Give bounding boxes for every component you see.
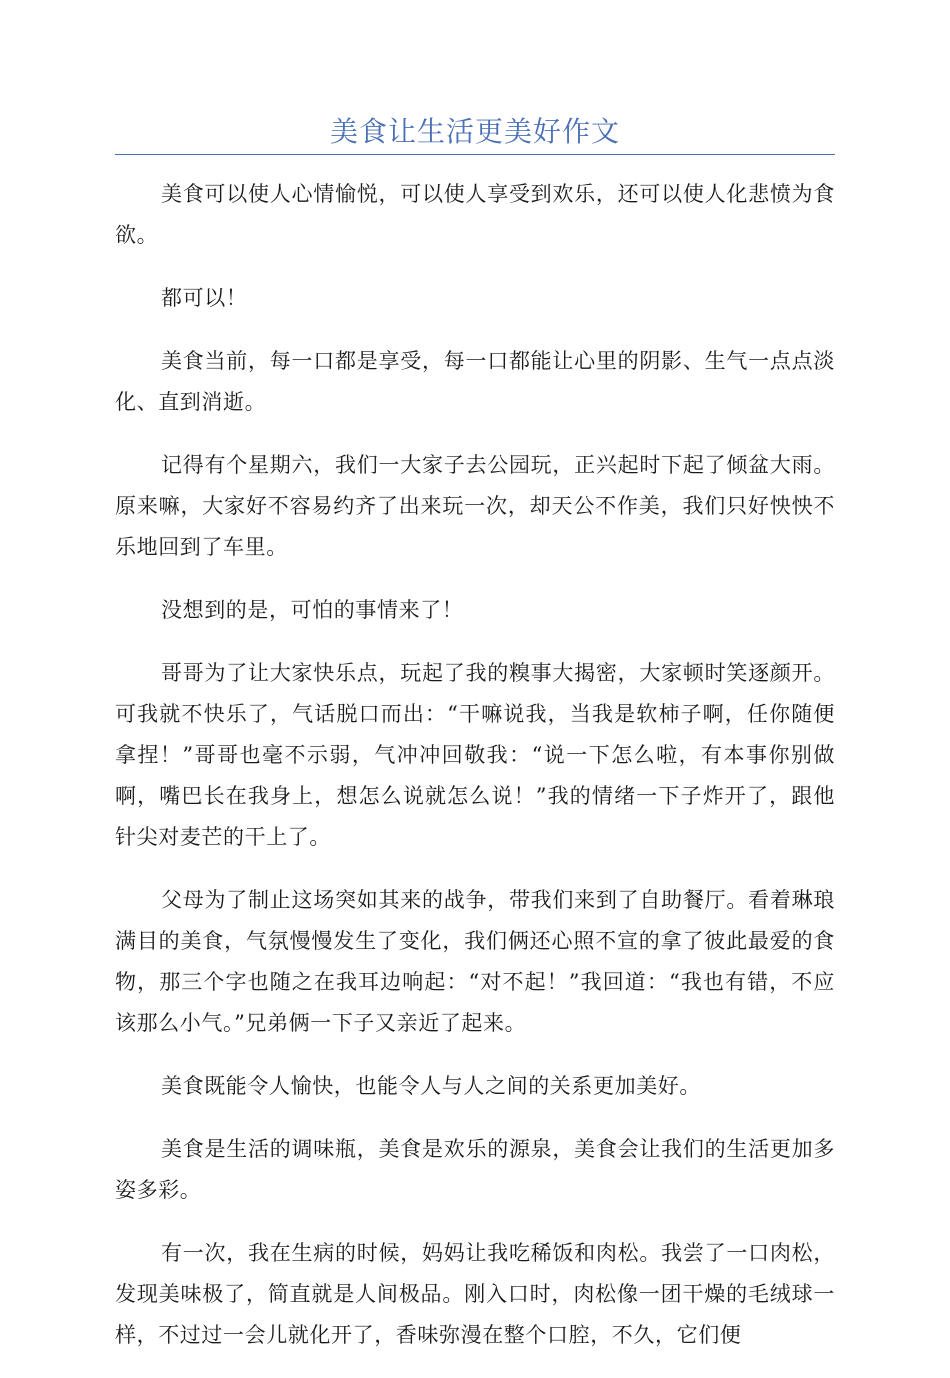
paragraph-10: 有一次，我在生病的时候，妈妈让我吃稀饭和肉松。我尝了一口肉松，发现美味极了，简直就是人间极品。刚入口时，肉松像一团干燥的毛绒球一样，不过过一会儿就化开了，香味弥漫在整个口腔，不久，它们便 <box>115 1241 835 1347</box>
paragraph-1: 美食可以使人心情愉悦，可以使人享受到欢乐，还可以使人化悲愤为食欲。 <box>115 182 835 247</box>
document-body <box>115 174 835 1378</box>
paragraph-5: 没想到的是，可怕的事情来了！ <box>161 598 464 622</box>
document-title: 美食让生活更美好作文 <box>329 115 620 148</box>
paragraph-7: 父母为了制止这场突如其来的战争，带我们来到了自助餐厅。看着琳琅满目的美食，气氛慢慢发生了变化，我们俩还心照不宣的拿了彼此最爱的食物，那三个字也随之在我耳边响起：“对不起！”我回道：“我也有错，不应该那么小气。”兄弟俩一下子又亲近了起来。 <box>115 888 835 1035</box>
paragraph-3: 美食当前，每一口都是享受，每一口都能让心里的阴影、生气一点点淡化、直到消逝。 <box>115 349 835 414</box>
paragraph-4: 记得有个星期六，我们一大家子去公园玩，正兴起时下起了倾盆大雨。原来嘛，大家好不容易约齐了出来玩一次，却天公不作美，我们只好怏怏不乐地回到了车里。 <box>115 453 835 559</box>
paragraph-8: 美食既能令人愉快，也能令人与人之间的关系更加美好。 <box>161 1074 701 1098</box>
title-underline <box>115 154 835 155</box>
paragraph-6: 哥哥为了让大家快乐点，玩起了我的糗事大揭密，大家顿时笑逐颜开。可我就不快乐了，气话脱口而出：“干嘛说我，当我是软柿子啊，任你随便拿捏！”哥哥也毫不示弱，气冲冲回敬我：“说一下怎么啦，有本事你别做啊，嘴巴长在我身上，想怎么说就怎么说！”我的情绪一下子炸开了，跟他针尖对麦芒的干上了。 <box>115 661 835 849</box>
paragraph-9: 美食是生活的调味瓶，美食是欢乐的源泉，美食会让我们的生活更加多姿多彩。 <box>115 1137 835 1202</box>
paragraph-2: 都可以！ <box>161 286 248 310</box>
